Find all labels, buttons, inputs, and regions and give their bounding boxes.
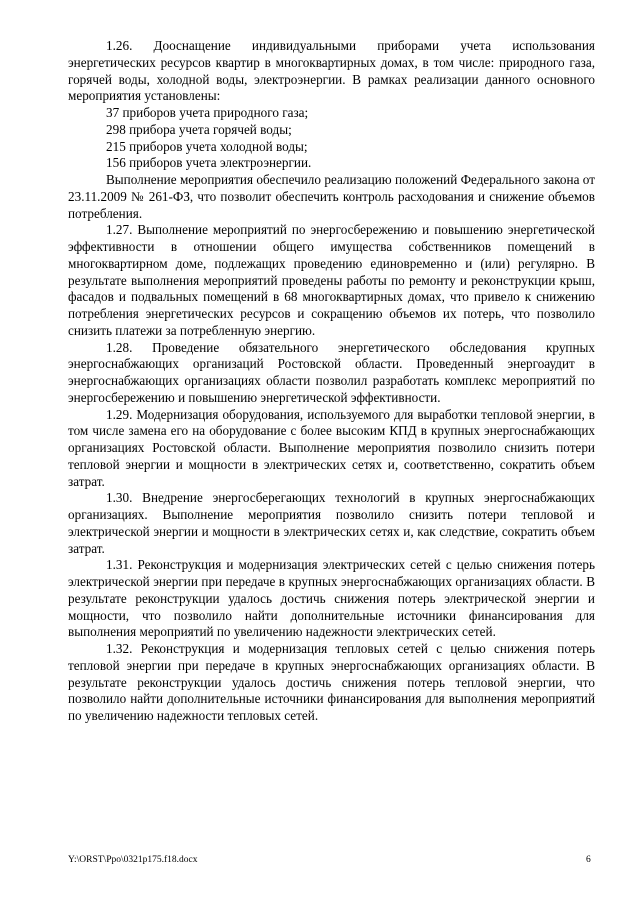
paragraph-1-31: 1.31. Реконструкция и модернизация электрических сетей с целью снижения потерь электрической энергии при передаче в крупных энергоснабжающих организациях области. В результате реконструкции удалось достичь снижения потерь электрической энергии и мощности, что позволило найти дополнительные источники финансирования для выполнения мероприятий по увеличению надежности электрических сетей. <box>68 557 595 640</box>
list-item-gas-meters: 37 приборов учета природного газа; <box>106 105 309 120</box>
paragraph-1-30: 1.30. Внедрение энергосберегающих технологий в крупных энергоснабжающих организациях. Выполнение мероприятия позволило снизить потери тепловой и электрической энергии и мощности в электрических сетях и, как следствие, сократить объем затрат. <box>68 490 595 556</box>
paragraph-1-29: 1.29. Модернизация оборудования, используемого для выработки тепловой энергии, в том числе замена его на оборудование с более высоким КПД в крупных энергоснабжающих организациях Ростовской области. Выполнение мероприятия позволило снизить потери тепловой энергии и мощности в электрических сетях и, соответственно, сократить объем затрат. <box>68 406 595 489</box>
paragraph-1-32: 1.32. Реконструкция и модернизация тепловых сетей с целью снижения потерь тепловой энергии при передаче в крупных энергоснабжающих организациях области. В результате реконструкции удалось достичь снижения потерь тепловой энергии, что позволило найти дополнительные источники финансирования для выполнения мероприятий по увеличению надежности тепловых сетей. <box>68 641 595 723</box>
footer-page-number: 6 <box>586 855 591 865</box>
footer-file-path: Y:\ORST\Ppo\0321p175.f18.docx <box>68 855 198 865</box>
paragraph-1-27: 1.27. Выполнение мероприятий по энергосбережению и повышению энергетической эффективности в отношении общего имущества собственников помещений в многоквартирном доме, подлежащих проведению единовременно и (или) регулярно. В результате выполнения мероприятий проведены работы по ремонту и реконструкции крыш, фасадов и подвальных помещений в 68 многоквартирных домах, что привело к снижению потребления энергетических ресурсов и сокращению объемов их потерь, что позволило снизить платежи за потребленную энергию. <box>68 222 595 338</box>
paragraph-1-26-tail: Выполнение мероприятия обеспечило реализацию положений Федерального закона от 23.11.2009 № 261-ФЗ, что позволит обеспечить контроль расходования и снижение объемов потребления. <box>68 172 595 221</box>
list-item-hot-water-meters: 298 прибора учета горячей воды; <box>106 121 292 137</box>
section-1-26 <box>68 38 595 222</box>
paragraph-1-28: 1.28. Проведение обязательного энергетического обследования крупных энергоснабжающих организаций Ростовской области. Проведенный энергоаудит в энергоснабжающих организациях области позволил разработать комплекс мероприятий по энергосбережению и повышению энергетической эффективности. <box>68 339 595 405</box>
list-item-cold-water-meters: 215 приборов учета холодной воды; <box>106 138 308 154</box>
paragraph-1-26-lead: 1.26. Дооснащение индивидуальными приборами учета использования энергетических ресурсов квартир в многоквартирных домах, в том числе: природного газа, горячей воды, холодной воды, электроэнергии. В рамках реализации данного основного мероприятия установлены: <box>68 38 595 104</box>
document-body <box>68 38 595 725</box>
list-item-electricity-meters: 156 приборов учета электроэнергии. <box>106 155 312 171</box>
